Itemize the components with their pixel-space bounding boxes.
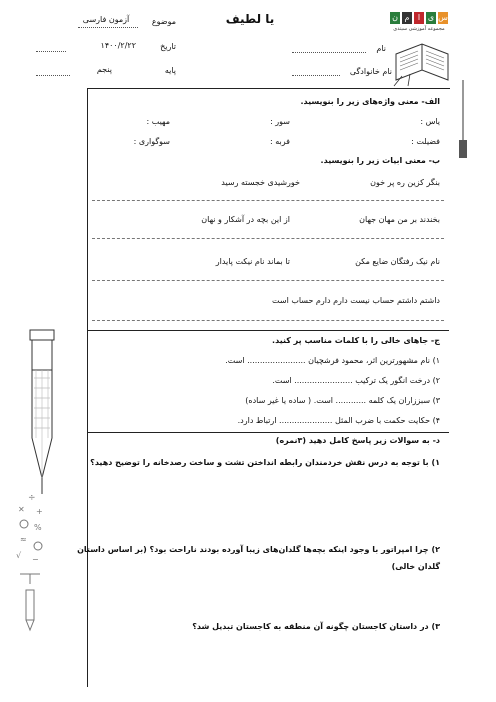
name-dots[interactable] [292,52,366,53]
math-symbols-decoration [10,490,58,640]
verse-3-right: نام نیک رفتگان ضایع مکن [355,257,440,266]
svg-text:≈: ≈ [20,535,27,544]
family-dots[interactable] [292,75,340,76]
field-subject-label: موضوع [151,17,176,26]
field-grade-value: پنجم [96,65,112,74]
question-2-cont: گلدان خالی) [391,562,440,571]
field-grade-label: پایه [164,66,176,75]
word-sur: سور : [270,117,290,126]
blank-item-3: ۳) سبززاران یک کلمه ............ است. ( ساده یا غیر ساده) [245,396,440,405]
verse-1-right: بنگر کزین ره پر خون [370,178,440,187]
verse-1-left: خورشیدی خجسته رسید [221,178,300,187]
bookmark-tab [459,140,467,158]
question-2: ۲) چرا امپراتور با وجود اینکه بچه‌ها گلدان‌های زیبا آورده بودند ناراحت بود؟ (بر اساس داستان [77,545,440,554]
section-divider [87,432,449,433]
svg-text:÷: ÷ [28,493,36,503]
word-yas: یاس : [420,117,440,126]
field-subject-value: آزمون فارسی [82,15,130,24]
word-fazilat: فضیلت : [411,137,440,146]
answer-line[interactable] [92,280,444,281]
verse-2-left: از این بچه در آشکار و نهان [201,215,290,224]
word-soogvari: سوگواری : [133,137,170,146]
blank-item-1: ۱) نام مشهورترین اثر، محمود فرشچیان ....................... است. [225,356,440,365]
verse-4: داشتم داشتم حساب نیست دارم دارم حساب است [272,296,440,305]
verse-3-left: تا بماند نام نیکت پایدار [215,257,290,266]
field-date-label: تاریخ [160,42,176,51]
field-family-label: نام خانوادگی [349,67,392,76]
page-title: یا لطیف [225,12,275,26]
section-c-title: ج- جاهای خالی را با کلمات مناسب پر کنید. [272,336,440,345]
subject-underline [78,27,138,28]
section-divider [87,330,449,331]
section-d-title: د- به سوالات زیر پاسخ کامل دهید (۳نمره) [275,436,440,445]
logo-caption: مجموعه آموزشی سیتدی [393,26,445,32]
blank-item-4: ۴) حکایت حکمت با ضرب المثل ..................... ارتباط دارد. [237,416,440,425]
word-mahib: مهیب : [146,117,170,126]
bookmark-string [462,80,464,140]
answer-line[interactable] [92,320,444,321]
section-b-title: ب- معنی ابیات زیر را بنویسید. [320,156,440,165]
svg-text:+: + [36,507,43,516]
question-3: ۳) در داستان کاجستان چگونه آن منطقه به کاجستان تبدیل شد؟ [192,622,440,631]
question-1: ۱) با توجه به درس نقش خردمندان رابطه انداختن تشت و ساخت رصدخانه را توضیح دهید؟ [90,458,440,467]
svg-text:✕: ✕ [18,505,25,514]
grade-dots [36,75,70,76]
field-date-value: ۱۴۰۰/۲/۲۲ [100,41,136,50]
svg-text:√: √ [16,551,22,560]
date-dots [36,51,66,52]
open-book-illustration [392,36,452,88]
verse-2-right: بخندند بر من مهان جهان [359,215,440,224]
svg-text:−: − [32,555,39,564]
word-farbeh: فربه : [270,137,290,146]
section-a-title: الف- معنی واژه‌های زیر را بنویسید. [300,97,440,106]
svg-text:%: % [34,523,42,532]
answer-line[interactable] [92,200,444,201]
blank-item-2: ۲) درخت انگور یک ترکیب ....................... است. [272,376,440,385]
answer-line[interactable] [92,238,444,239]
field-name-label: نام [376,44,386,53]
test-tube-illustration [20,328,64,498]
